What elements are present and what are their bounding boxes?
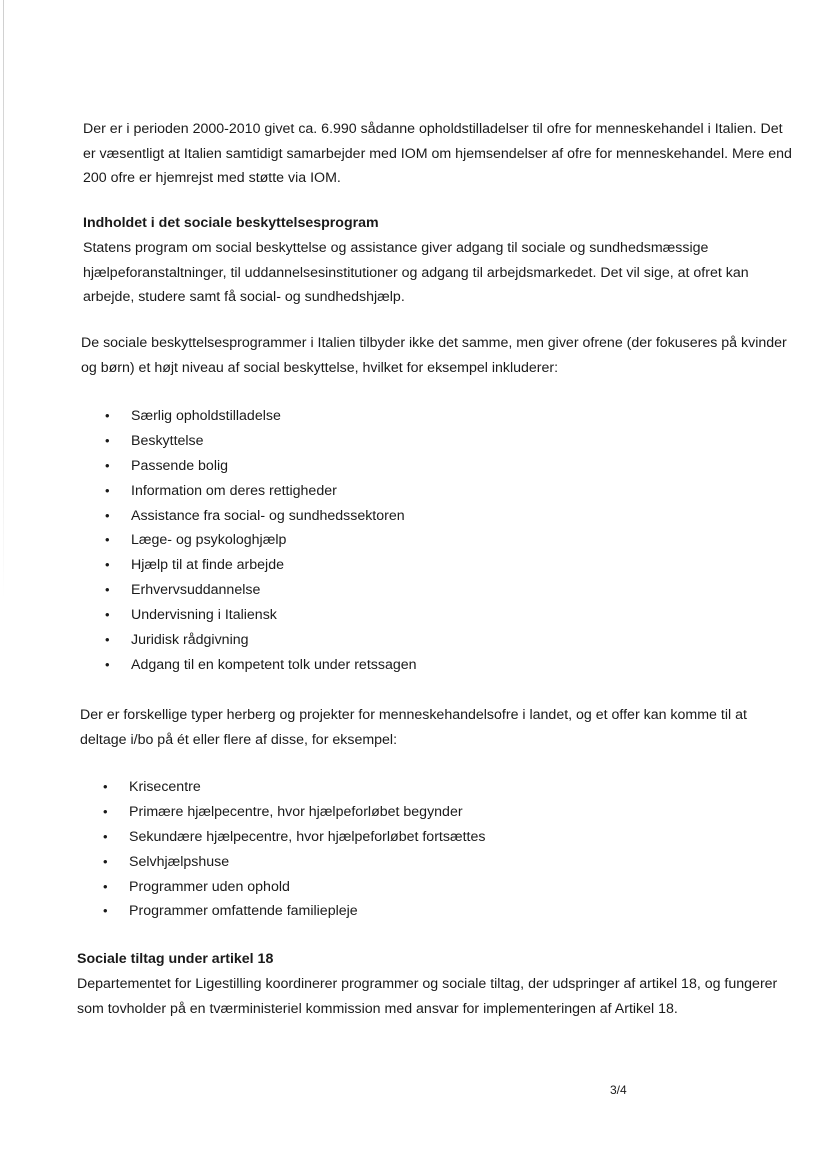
- intro-line: Der er i perioden 2000-2010 givet ca. 6.990 sådanne opholdstilladelser til ofre for menneskehandel i Italien. Det: [83, 121, 783, 137]
- bullet-icon: •: [103, 803, 108, 819]
- list-item: • Programmer omfattende familiepleje: [129, 899, 485, 924]
- paragraph-line: hjælpeforanstaltninger, til uddannelsesinstitutioner og adgang til arbejdsmarkedet. Det vil sige, at ofret kan: [83, 264, 749, 281]
- paragraph-line: deltage i/bo på ét eller flere af disse, for eksempel:: [80, 731, 398, 748]
- list-item: • Erhvervsuddannelse: [131, 578, 417, 603]
- article-18-paragraph: [77, 972, 777, 1021]
- list-item: • Adgang til en kompetent tolk under retssagen: [131, 653, 417, 678]
- bullet-icon: •: [105, 457, 110, 473]
- program-paragraph-1: [83, 236, 749, 310]
- paragraph-line: De sociale beskyttelsesprogrammer i Italien tilbyder ikke det samme, men giver ofrene (der fokuseres på kvinder: [81, 335, 787, 351]
- section-heading-article-18: Sociale tiltag under artikel 18: [77, 951, 274, 967]
- list-item: • Hjælp til at finde arbejde: [131, 553, 417, 578]
- program-paragraph-2: [81, 331, 787, 380]
- bullet-icon: •: [105, 582, 110, 598]
- paragraph-line: Statens program om social beskyttelse og assistance giver adgang til sociale og sundhedsmæssige: [83, 240, 709, 256]
- shelters-list: [103, 775, 486, 924]
- bullet-icon: •: [105, 656, 110, 672]
- paragraph-line: arbejde, studere samt få social- og sundhedshjælp.: [83, 289, 405, 305]
- bullet-icon: •: [103, 903, 108, 919]
- bullet-icon: •: [105, 482, 110, 498]
- scan-edge-line: [3, 0, 4, 600]
- list-item: • Beskyttelse: [131, 429, 417, 454]
- page-number: 3/4: [610, 1083, 627, 1097]
- intro-line: er væsentligt at Italien samtidigt samarbejder med IOM om hjemsendelser af ofre for menneskehandel. Mere end: [83, 145, 792, 162]
- list-item: • Sekundære hjælpecentre, hvor hjælpeforløbet fortsættes: [129, 825, 485, 850]
- list-item: • Information om deres rettigheder: [131, 479, 417, 504]
- intro-paragraph: [83, 117, 792, 191]
- list-item: • Særlig opholdstilladelse: [131, 404, 417, 429]
- paragraph-line: som tovholder på en tværministeriel kommission med ansvar for implementeringen af Artikel 18.: [77, 1000, 678, 1017]
- section-heading-program: Indholdet i det sociale beskyttelsesprogram: [83, 215, 379, 231]
- list-item: • Selvhjælpshuse: [129, 850, 485, 875]
- list-item: • Passende bolig: [131, 454, 417, 479]
- list-item: • Undervisning i Italiensk: [131, 603, 417, 628]
- shelters-paragraph: [80, 703, 747, 752]
- list-item: • Læge- og psykologhjælp: [131, 528, 417, 553]
- paragraph-line: Der er forskellige typer herberg og projekter for menneskehandelsofre i landet, og et offer kan komme til at: [80, 707, 747, 723]
- list-item: • Juridisk rådgivning: [131, 628, 417, 653]
- bullet-icon: •: [105, 507, 110, 523]
- bullet-icon: •: [105, 632, 110, 648]
- bullet-icon: •: [105, 557, 110, 573]
- list-item: • Programmer uden ophold: [129, 875, 485, 900]
- paragraph-line: Departementet for Ligestilling koordinerer programmer og sociale tiltag, der udspringer af artikel 18, og fungerer: [77, 976, 778, 992]
- intro-line: 200 ofre er hjemrejst med støtte via IOM.: [83, 170, 341, 186]
- bullet-icon: •: [103, 853, 108, 869]
- bullet-icon: •: [105, 607, 110, 623]
- bullet-icon: •: [103, 779, 108, 794]
- paragraph-line: og børn) et højt niveau af social beskyttelse, hvilket for eksempel inkluderer:: [81, 359, 559, 376]
- bullet-icon: •: [105, 408, 110, 423]
- benefits-list: [105, 404, 417, 678]
- list-item: • Primære hjælpecentre, hvor hjælpeforløbet begynder: [129, 800, 485, 825]
- bullet-icon: •: [105, 532, 110, 548]
- bullet-icon: •: [103, 878, 108, 894]
- list-item: • Assistance fra social- og sundhedssektoren: [131, 504, 417, 529]
- bullet-icon: •: [105, 432, 110, 448]
- list-item: • Krisecentre: [129, 775, 485, 800]
- bullet-icon: •: [103, 828, 108, 844]
